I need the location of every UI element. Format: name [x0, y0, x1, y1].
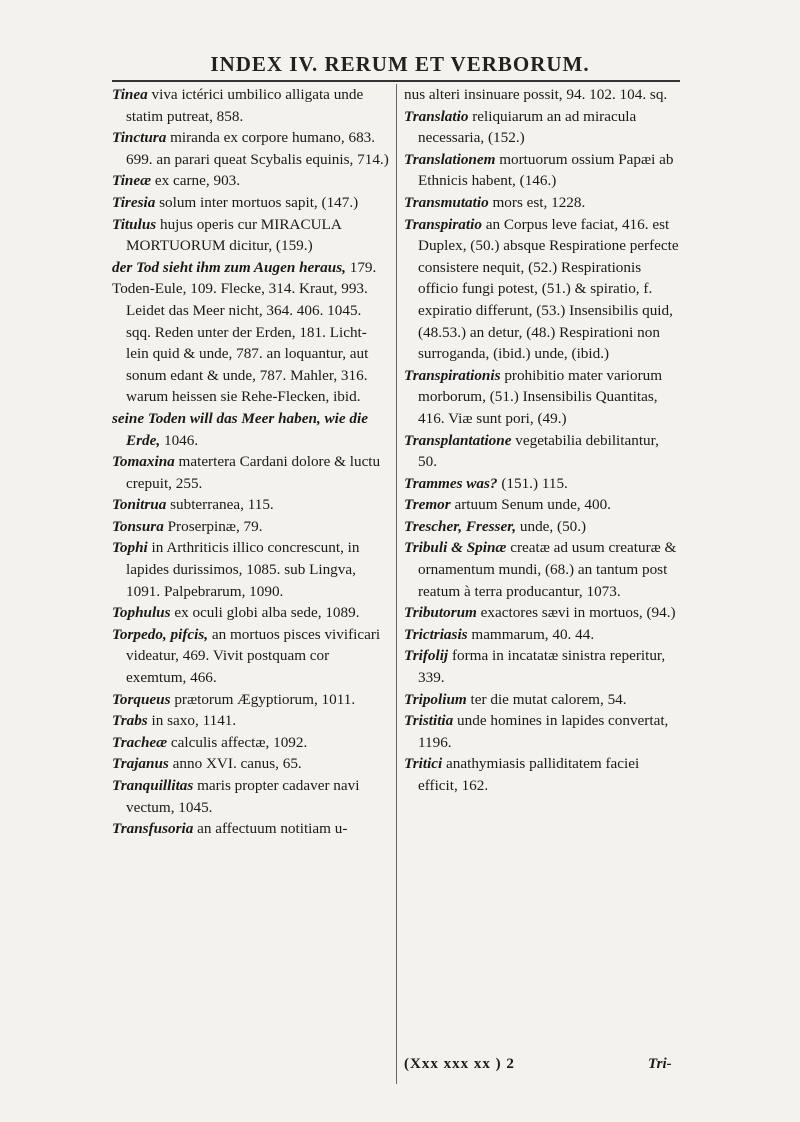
index-entry [112, 602, 389, 624]
column-divider [396, 84, 397, 1084]
entry-keyword: Tonitrua [112, 496, 167, 514]
entry-text: vegetabilia debilitantur, 50. [418, 431, 659, 471]
entry-keyword: Torpedo, pifcis, [112, 625, 209, 643]
entry-text: unde, (50.) [516, 517, 587, 535]
index-entry [404, 430, 681, 473]
entry-text: viva ictérici umbilico alligata unde statim putreat, 858. [126, 86, 364, 125]
page-title: INDEX IV. RERUM ET VERBORUM. [210, 52, 590, 76]
entry-keyword: Trajanus [112, 755, 169, 773]
entry-text: an affectuum notitiam u- [193, 820, 348, 838]
entry-text: 1046. [160, 431, 199, 449]
entry-text: mors est, 1228. [488, 193, 586, 211]
index-entry [112, 84, 389, 127]
index-entry [112, 494, 389, 516]
entry-keyword: Tinea [112, 86, 148, 103]
index-entry [112, 818, 389, 840]
entry-keyword: der Tod sieht ihm zum Augen heraus, [112, 258, 346, 276]
entry-text: forma in incatatæ sinistra reperitur, 339. [418, 647, 666, 687]
index-entry [112, 192, 389, 214]
entry-text: calculis affectæ, 1092. [167, 733, 308, 751]
entry-text: subterranea, 115. [166, 496, 274, 514]
entry-text: prohibitio mater variorum morborum, (51.) Insensibilis Quantitas, 416. Viæ sunt pori, (49.) [418, 366, 663, 427]
index-entry [404, 710, 681, 753]
entry-keyword: Transpiratio [404, 215, 482, 233]
entry-keyword: Tremor [404, 496, 451, 514]
entry-text: artuum Senum unde, 400. [450, 496, 611, 514]
entry-text: an mortuos pisces vivificari videatur, 469. Vivit postquam cor exemtum, 466. [126, 625, 381, 687]
index-entry [404, 214, 681, 365]
entry-text: unde homines in lapides convertat, 1196. [418, 712, 669, 751]
entry-keyword: Trammes was? [404, 474, 498, 492]
index-entry [112, 732, 389, 754]
index-entry [404, 106, 681, 149]
header-rule [112, 80, 680, 82]
index-entry [404, 624, 681, 646]
entry-keyword: Trictriasis [404, 625, 468, 643]
entry-keyword: Transpirationis [404, 366, 501, 384]
left-column [112, 84, 389, 840]
entry-text: solum inter mortuos sapit, (147.) [155, 193, 359, 211]
entry-text: hujus operis cur MIRACULA MORTUORUM dicitur, (159.) [126, 215, 341, 255]
index-entry [404, 689, 681, 711]
entry-keyword: Tributorum [404, 604, 477, 622]
index-entry [404, 149, 681, 192]
entry-keyword: Tophulus [112, 604, 171, 622]
entry-keyword: Transplantatione [404, 431, 512, 449]
index-entry [404, 602, 681, 624]
index-entry [404, 537, 681, 602]
index-entry [112, 753, 389, 775]
index-entry [112, 257, 389, 279]
index-entry [404, 494, 681, 516]
entry-keyword: Tribuli & Spinæ [404, 539, 507, 557]
entry-text: ex oculi globi alba sede, 1089. [170, 604, 360, 622]
entry-keyword: Tiresia [112, 193, 156, 211]
entry-keyword: Tristitia [404, 712, 454, 730]
entry-keyword: Tonsura [112, 517, 164, 535]
entry-text: ter die mutat calorem, 54. [466, 690, 627, 708]
entry-text: prætorum Ægyptiorum, 1011. [170, 690, 356, 708]
index-entry [112, 710, 389, 732]
entry-text: matertera Cardani dolore & luctu crepuit, 255. [126, 453, 381, 492]
index-entry [112, 516, 389, 538]
index-entry [404, 516, 681, 538]
index-entry [112, 451, 389, 494]
entry-keyword: Transfusoria [112, 820, 194, 838]
index-entry [112, 127, 389, 170]
entry-keyword: Tomaxina [112, 453, 175, 471]
index-entry [112, 775, 389, 818]
entry-text: Toden-Eule, 109. Flecke, 314. Kraut, 993. Leidet das Meer nicht, 364. 406. 1045. sqq. Reden unter der Erden, 181. Licht-lein quid & unde, 787. an loquantur, aut sonum edant & unde, 787. Mahler, 316. warum heissen sie Rehe-Flecken, ibid. [112, 280, 369, 406]
index-entry [404, 645, 681, 688]
entry-text: Proserpinæ, 79. [163, 517, 263, 535]
entry-keyword: Tritici [404, 755, 443, 773]
entry-text: in saxo, 1141. [147, 712, 237, 730]
index-entry [112, 214, 389, 257]
index-entry [404, 473, 681, 495]
index-entry [112, 170, 389, 192]
entry-text: anno XVI. canus, 65. [168, 755, 302, 773]
entry-keyword: Tineæ [112, 172, 152, 190]
entry-text: 179. [345, 258, 377, 276]
entry-keyword: Tophi [112, 539, 148, 557]
entry-keyword: Transmutatio [404, 193, 489, 211]
entry-keyword: Torqueus [112, 690, 171, 708]
index-entry [112, 624, 389, 689]
entry-text: exactores sævi in mortuos, (94.) [476, 604, 676, 622]
entry-text: creatæ ad usum creaturæ & ornamentum mundi, (68.) an tantum post reatum à terra producantur, 1073. [418, 539, 677, 600]
entry-keyword: Tracheæ [112, 733, 168, 751]
index-entry [112, 408, 389, 451]
index-entry [404, 84, 681, 106]
entry-keyword: Translatio [404, 107, 469, 125]
entry-text: an Corpus leve faciat, 416. est Duplex, (50.) absque Respiratione perfecte consistere nequit, (52.) Respirationis officio fungi potest, (51.) & spiratio, f. expiratio differunt, (53.) Insensibilis quid, (48.53.) an detur, (48.) Respirationi non surroganda, (ibid.) unde, (ibid.) [418, 215, 679, 363]
catchword: Tri- [648, 1056, 672, 1072]
index-entry [404, 753, 681, 796]
entry-keyword: Trifolij [404, 647, 449, 665]
entry-text: anathymiasis palliditatem faciei efficit, 162. [418, 755, 640, 794]
index-entry [404, 365, 681, 430]
entry-text: mammarum, 40. 44. [467, 625, 595, 643]
entry-text: nus alteri insinuare possit, 94. 102. 104. sq. [404, 86, 668, 103]
right-column [404, 84, 681, 797]
entry-keyword: seine Toden will das Meer haben, wie die Erde, [112, 409, 368, 449]
index-entry [112, 278, 389, 408]
index-entry [112, 537, 389, 602]
entry-keyword: Tranquillitas [112, 777, 194, 794]
entry-text: reliquiarum an ad miracula necessaria, (152.) [418, 107, 637, 147]
entry-text: in Arthriticis illico concrescunt, in lapides durissimos, 1085. sub Lingva, 1091. Palpebrarum, 1090. [126, 539, 360, 600]
entry-keyword: Trescher, Fresser, [404, 517, 517, 535]
index-columns [112, 84, 680, 1084]
index-entry [404, 192, 681, 214]
entry-text: mortuorum ossium Papæi ab Ethnicis habent, (146.) [418, 150, 674, 190]
entry-keyword: Trabs [112, 712, 148, 730]
entry-keyword: Tinctura [112, 129, 167, 147]
entry-keyword: Titulus [112, 215, 157, 233]
entry-keyword: Translationem [404, 150, 496, 168]
entry-text: miranda ex corpore humano, 683. 699. an parari queat Scybalis equinis, 714.) [126, 129, 389, 168]
index-entry [112, 689, 389, 711]
signature-mark: (Xxx xxx xx ) 2 [404, 1056, 515, 1072]
entry-text: maris propter cadaver navi vectum, 1045. [126, 777, 360, 816]
entry-keyword: Tripolium [404, 690, 467, 708]
entry-text: (151.) 115. [497, 474, 568, 492]
entry-text: ex carne, 903. [151, 172, 241, 190]
